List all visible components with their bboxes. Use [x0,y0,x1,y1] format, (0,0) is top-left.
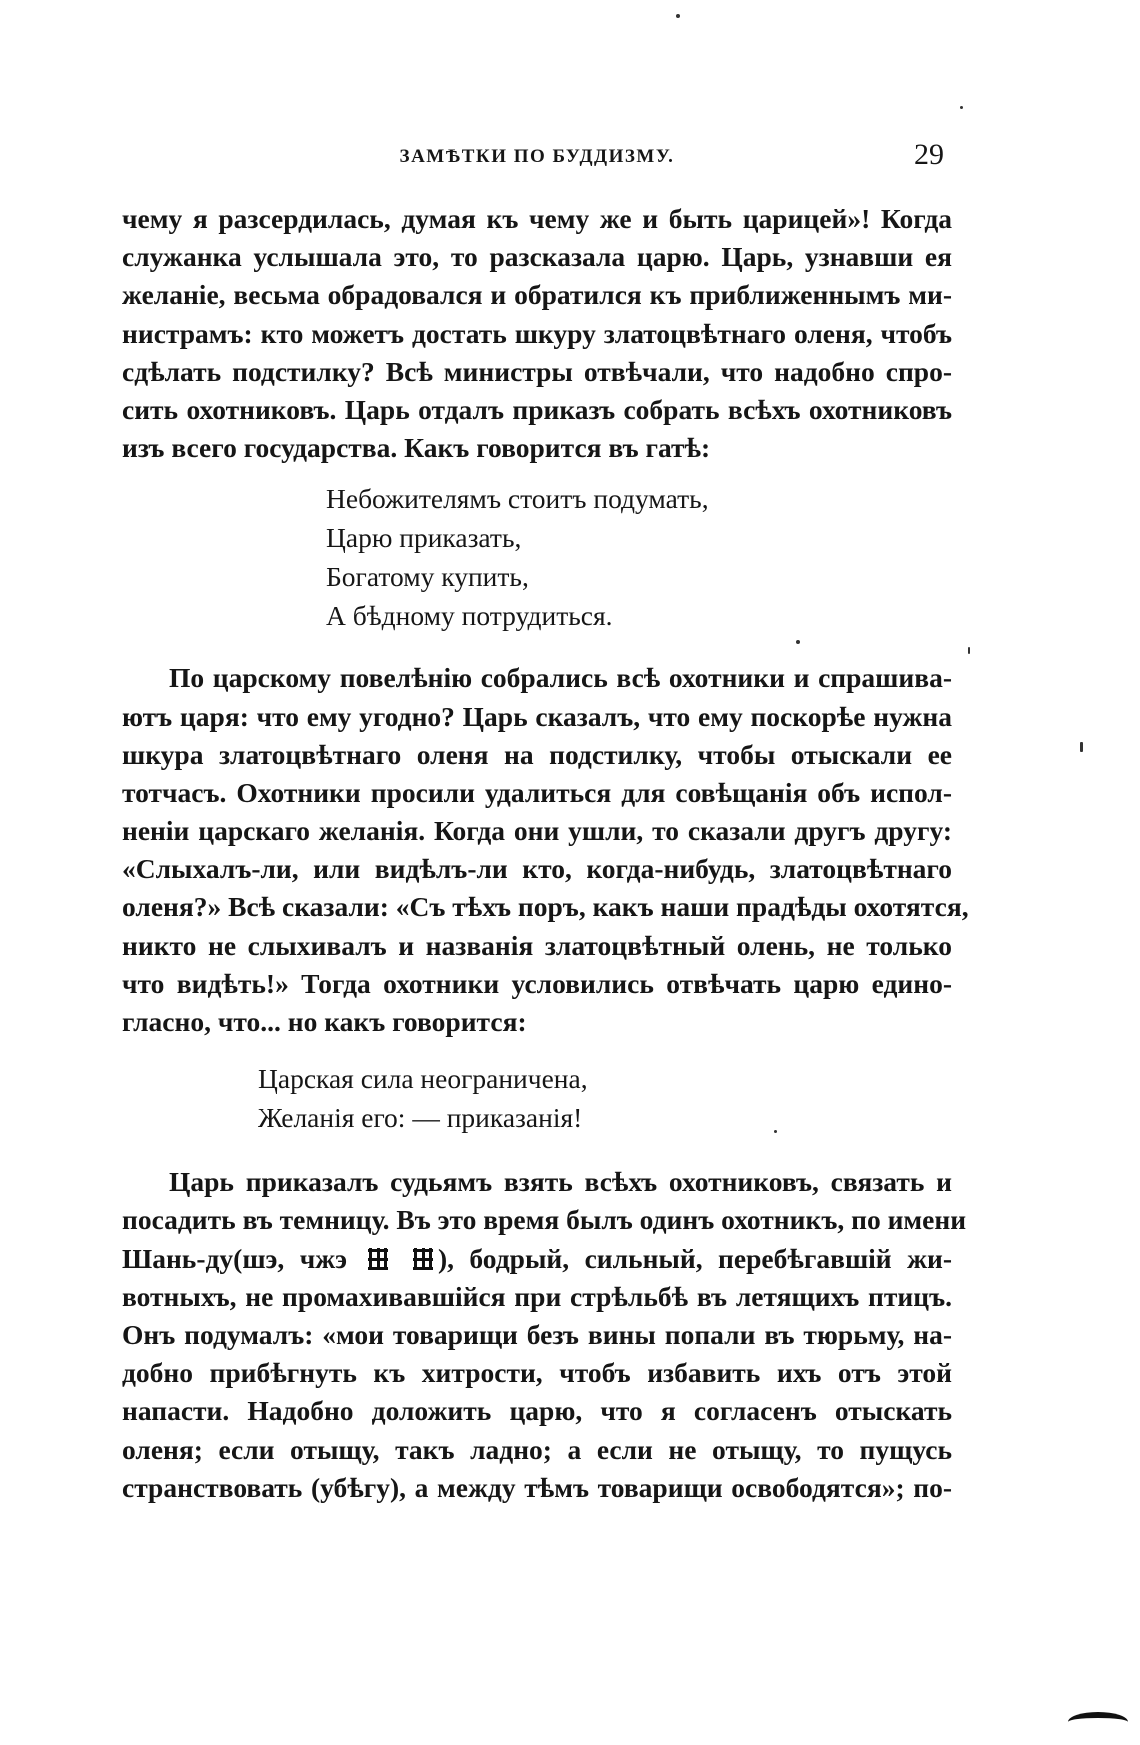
verse-line: Желанія его: — приказанія! [258,1102,583,1134]
text-line: Онъ подумалъ: «мои товарищи безъ вины попали въ тюрьму, на- [122,1318,952,1350]
text-line: служанка услышала это, то разсказала царю. Царь, узнавши ея [122,241,952,273]
scan-speck [676,14,680,18]
paragraph-2 [122,659,969,1041]
text-line: странствовать (убѣгу), а между тѣмъ товарищи освободятся»; по- [122,1471,952,1503]
verse-2 [122,1059,952,1137]
scan-speck [1080,742,1083,752]
chinese-character-glyph-icon [366,1246,390,1272]
scan-speck [960,106,963,109]
scan-speck [968,647,970,654]
text-line: чему я разсердилась, думая къ чему же и быть царицей»! Когда [122,203,952,234]
text-line: вотныхъ, не промахивавшійся при стрѣльбѣ въ летящихъ птицъ. [122,1280,952,1312]
text-line: неніи царскаго желанія. Когда они ушли, то сказали другъ другу: [122,815,952,847]
text-line: напасти. Надобно доложить царю, что я согласенъ отыскать [122,1395,952,1427]
text-line: По царскому повелѣнію собрались всѣ охотники и спрашива- [169,662,952,694]
verse-line: Небожителямъ стоитъ подумать, [326,483,709,515]
scan-speck [796,640,800,644]
text-line: сить охотниковъ. Царь отдалъ приказъ собрать всѣхъ охотниковъ [122,393,952,425]
scan-edge-mark [1068,1712,1128,1732]
text-line: оленя; если отыщу, такъ ладно; а если не отыщу, то пущусь [122,1433,952,1465]
text-line: сдѣлать подстилку? Всѣ министры отвѣчали, что надобно спро- [122,355,952,387]
text-line: посадить въ темницу. Въ это время былъ одинъ охотникъ, по имени [122,1204,967,1236]
text-line: что видѣть!» Тогда охотники условились отвѣчать царю едино- [122,967,952,999]
text-line: «Слыхалъ-ли, или видѣлъ-ли кто, когда-нибудь, златоцвѣтнаго [122,853,952,885]
running-head [122,138,952,178]
text-fragment: Шань-ду(шэ, чжэ [122,1242,348,1274]
text-fragment: ), бодрый, сильный, перебѣгавшій жи- [437,1242,953,1274]
text-line: изъ всего государства. Какъ говорится въ гатѣ: [122,432,711,464]
text-line-with-glyphs [122,1240,952,1278]
chinese-character-glyph-icon [411,1246,435,1272]
text-line: ютъ царя: что ему угодно? Царь сказалъ, что ему поскорѣе нужна [122,700,952,732]
running-title: ЗАМѢТКИ ПО БУДДИЗМУ. [399,146,675,167]
text-line: тотчасъ. Охотники просили удалиться для совѣщанія объ испол- [122,776,952,808]
paragraph-1 [122,200,952,467]
page-number: 29 [914,138,944,171]
verse-line: Богатому купить, [326,561,529,593]
text-line: добно прибѣгнуть къ хитрости, чтобъ избавить ихъ отъ этой [122,1357,952,1389]
text-line: шкура златоцвѣтнаго оленя на подстилку, чтобы отыскали ее [122,738,952,770]
text-line: желаніе, весьма обрадовался и обратился къ приближеннымъ ми- [122,279,952,311]
verse-1 [122,479,952,635]
paragraph-3 [122,1163,967,1507]
verse-line: Царю приказать, [326,522,522,554]
scan-speck [774,1130,777,1133]
verse-line: А бѣдному потрудиться. [326,600,613,632]
text-line: Царь приказалъ судьямъ взять всѣхъ охотниковъ, связать и [169,1166,952,1198]
verse-line: Царская сила неограничена, [258,1063,588,1095]
text-line: нистрамъ: кто можетъ достать шкуру златоцвѣтнаго оленя, чтобъ [122,317,952,349]
text-line: никто не слыхивалъ и названія златоцвѣтный олень, не только [122,929,952,961]
text-line: гласно, что... но какъ говорится: [122,1006,527,1037]
body-text [122,200,969,1507]
text-line: оленя?» Всѣ сказали: «Съ тѣхъ поръ, какъ наши прадѣды охотятся, [122,891,969,923]
